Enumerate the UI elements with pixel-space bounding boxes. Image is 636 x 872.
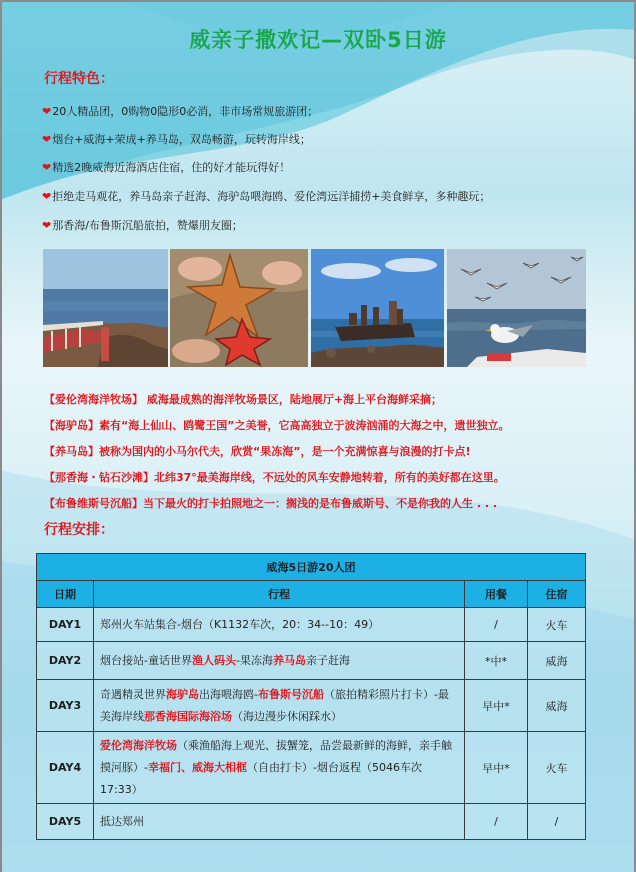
meal-cell: / [465, 804, 528, 840]
route-text: -果冻海 [235, 653, 273, 667]
page-title: 威亲子撒欢记—双卧5日游 [189, 28, 447, 52]
stay-cell: / [528, 804, 586, 840]
itinerary-table [36, 553, 586, 840]
heart-icon: ❤ [42, 190, 52, 203]
route-highlight: 养马岛 [272, 653, 306, 667]
table-header-row [37, 581, 586, 608]
route-text: 亲子赶海 [305, 653, 350, 667]
route-highlight: 爱伦湾海洋牧场 [100, 738, 177, 752]
route-text: 郑州火车站集合-烟台（K1132车次，20：34--10：49） [100, 617, 380, 631]
feature-item [42, 159, 290, 175]
features-heading: 行程特色： [44, 71, 114, 87]
day-cell: DAY2 [37, 642, 94, 680]
table-title-row [37, 554, 586, 581]
route-cell [94, 732, 465, 804]
header-stay: 住宿 [528, 581, 586, 608]
heart-icon: ❤ [42, 161, 52, 174]
day-cell: DAY3 [37, 680, 94, 732]
route-highlight: 幸福门、威海大相框 [147, 760, 247, 774]
route-highlight: 那香海国际海浴场 [144, 709, 232, 723]
stay-cell: 火车 [528, 732, 586, 804]
coastal-pier-photo [43, 249, 168, 367]
table-row [37, 804, 586, 840]
meal-cell: 早中* [465, 680, 528, 732]
table-row [37, 642, 586, 680]
highlight-item: 【海驴岛】素有“海上仙山、鸥鹭王国”之美誉，它高高独立于波涛汹涌的大海之中，遗世独立。 [44, 419, 510, 432]
highlight-item: 【爱伦湾海洋牧场】 威海最成熟的海洋牧场景区，陆地展厅+海上平台海鲜采摘； [44, 393, 443, 406]
starfish-photo [170, 249, 308, 367]
route-text: （自由打卡）-烟台返程（5046车次17:33） [100, 760, 422, 796]
route-cell [94, 642, 465, 680]
schedule-heading: 行程安排： [44, 522, 114, 538]
route-cell [94, 804, 465, 840]
route-text: 烟台接站-童话世界 [100, 653, 192, 667]
seagulls-photo [447, 249, 586, 367]
feature-text: 20人精品团，0购物0隐形0必消，非市场常规旅游团； [52, 105, 319, 118]
highlight-item: 【养马岛】被称为国内的小马尔代夫，欣赏“果冻海”，是一个充满惊喜与浪漫的打卡点! [44, 445, 471, 458]
route-highlight: 布鲁斯号沉船 [257, 687, 324, 701]
header-route: 行程 [94, 581, 465, 608]
meal-cell: 早中* [465, 732, 528, 804]
feature-text: 精选2晚威海近海酒店住宿，住的好才能玩得好！ [52, 161, 291, 174]
route-text: 奇遇精灵世界 [100, 687, 166, 701]
table-row [37, 732, 586, 804]
table-row [37, 680, 586, 732]
route-text: （乘渔船海上观光、拔蟹笼，品尝最新鲜的海鲜，亲手触摸河豚）- [100, 738, 452, 774]
highlight-item: 【那香海・钻石沙滩】北纬37°最美海岸线，不远处的风车安静地转着，所有的美好都在这里。 [44, 471, 505, 484]
route-highlight: 海驴岛 [166, 687, 199, 701]
route-cell [94, 608, 465, 642]
feature-text: 拒绝走马观花，养马岛亲子赶海、海驴岛喂海鸥、爱伦湾远洋捕捞+美食鲜享，多种趣玩； [52, 190, 491, 203]
feature-text: 那香海/布鲁斯沉船旅拍，赞爆朋友圈； [52, 219, 243, 232]
route-cell [94, 680, 465, 732]
page-left-edge [0, 0, 2, 872]
day-cell: DAY5 [37, 804, 94, 840]
heart-icon: ❤ [42, 133, 52, 146]
route-text: 出海喂海鸥- [199, 687, 258, 701]
stay-cell: 威海 [528, 680, 586, 732]
header-day: 日期 [37, 581, 94, 608]
day-cell: DAY4 [37, 732, 94, 804]
stay-cell: 威海 [528, 642, 586, 680]
feature-item [42, 103, 318, 119]
feature-item [42, 131, 311, 147]
feature-item [42, 217, 243, 233]
feature-text: 烟台+威海+荣成+养马岛，双岛畅游，玩转海岸线； [52, 133, 311, 146]
stay-cell: 火车 [528, 608, 586, 642]
heart-icon: ❤ [42, 219, 52, 232]
route-highlight: 渔人码头 [191, 653, 236, 667]
table-title: 威海5日游20人团 [37, 554, 586, 581]
shipwreck-photo [311, 249, 444, 367]
feature-item [42, 188, 490, 204]
route-text: （旅拍精彩照片打卡）-最美海岸线 [100, 687, 449, 723]
route-text: 抵达郑州 [100, 814, 144, 828]
route-text: （海边漫步休闲踩水） [232, 709, 342, 723]
meal-cell: *中* [465, 642, 528, 680]
page-top-edge [0, 0, 636, 2]
day-cell: DAY1 [37, 608, 94, 642]
table-row [37, 608, 586, 642]
meal-cell: / [465, 608, 528, 642]
highlight-item: 【布鲁维斯号沉船】当下最火的打卡拍照地之一：搁浅的是布鲁威斯号、不是你我的人生 . . . [44, 497, 498, 510]
heart-icon: ❤ [42, 105, 52, 118]
header-meal: 用餐 [465, 581, 528, 608]
